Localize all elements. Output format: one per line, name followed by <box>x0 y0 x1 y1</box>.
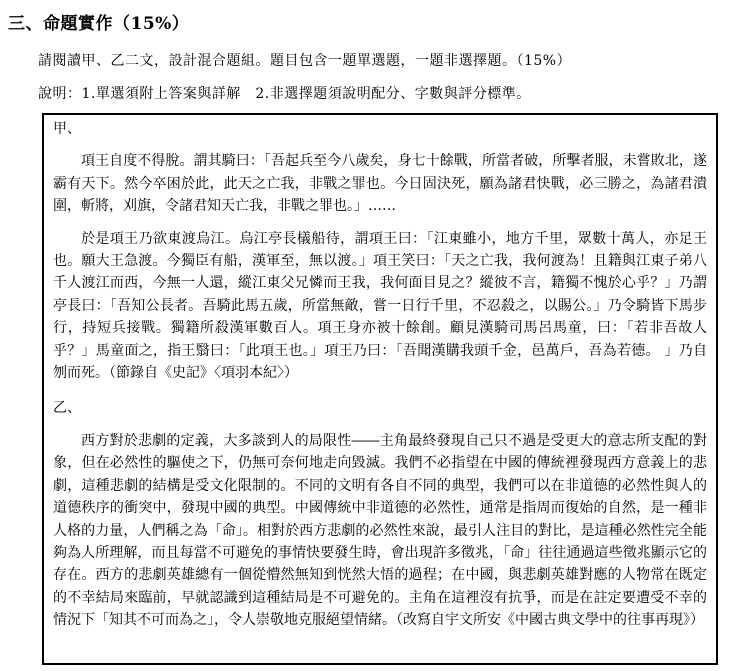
passage-jia-label: 甲、 <box>53 121 81 137</box>
passage-yi-label: 乙、 <box>53 400 81 417</box>
intro-text: 請閱讀甲、乙二文，設計混合題組。題目包含一題單選題，一題非選擇題。（15%） <box>38 53 572 69</box>
passage-box <box>42 113 718 665</box>
passage-jia-paragraph-1: 項王自度不得脫。謂其騎曰：「吾起兵至今八歲矣，身七十餘戰，所當者破，所擊者服，未嘗敗北，遂霸有天下。然今卒困於此，此天之亡我，非戰之罪也。今日固決死，願為諸君快戰，必三勝之，為諸君潰圍，斬將，刈旗，令諸君知天亡我，非戰之罪也。」…… <box>53 153 707 215</box>
passage-yi-paragraph-1: 西方對於悲劇的定義，大多談到人的局限性――主角最終發現自己只不過是受更大的意志所支配的對象，但在必然性的驅使之下，仍無可奈何地走向毀滅。我們不必指望在中國的傳統裡發現西方意義上的悲劇，這種悲劇的結構是受文化限制的。不同的文明有各自不同的典型，我們可以在非道德的必然性與人的道德秩序的衝突中，發現中國的典型。中國傳統中非道德的必然性，通常是指周而復始的自然，是一種非人格的力量，人們稱之為「命」。相對於西方悲劇的必然性來說，最引人注目的對比，是這種必然性完全能夠為人所理解，而且每當不可避免的事情快要發生時，會出現許多徵兆，「命」往往通過這些徵兆顯示它的存在。西方的悲劇英雄總有一個從懵然無知到恍然大悟的過程；在中國，與悲劇英雄對應的人物常在既定的不幸結局來臨前，早就認識到這種結局是不可避免的。主角在這裡沒有抗爭，而是在註定要遭受不幸的情況下「知其不可而為之」，令人崇敬地克服絕望情緒。（改寫自宇文所安《中國古典文學中的往事再現》） <box>53 432 707 629</box>
section-title: 三、命題實作（15%） <box>8 14 190 34</box>
instructions-text: 說明：1.單選須附上答案與詳解 2.非選擇題須說明配分、字數與評分標準。 <box>38 86 531 102</box>
passage-jia-paragraph-2: 於是項王乃欲東渡烏江。烏江亭長檥船待，謂項王曰：「江東雖小，地方千里，眾數十萬人，亦足王也。願大王急渡。今獨臣有船，漢軍至，無以渡。」項王笑曰：「天之亡我，我何渡為！且籍與江東子弟八千人渡江而西，今無一人還，縱江東父兄憐而王我，我何面目見之？縱彼不言，籍獨不愧於心乎？」乃謂亭長曰：「吾知公長者。吾騎此馬五歲，所當無敵，嘗一日行千里，不忍殺之，以賜公。」乃令騎皆下馬步行，持短兵接戰。獨籍所殺漢軍數百人。項王身亦被十餘創。顧見漢騎司馬呂馬童，曰：「若非吾故人乎？」馬童面之，指王翳曰：「此項王也。」項王乃曰：「吾聞漢購我頭千金，邑萬戶，吾為若德。 」乃自刎而死。（節錄自《史記》〈項羽本紀〉） <box>53 230 707 382</box>
